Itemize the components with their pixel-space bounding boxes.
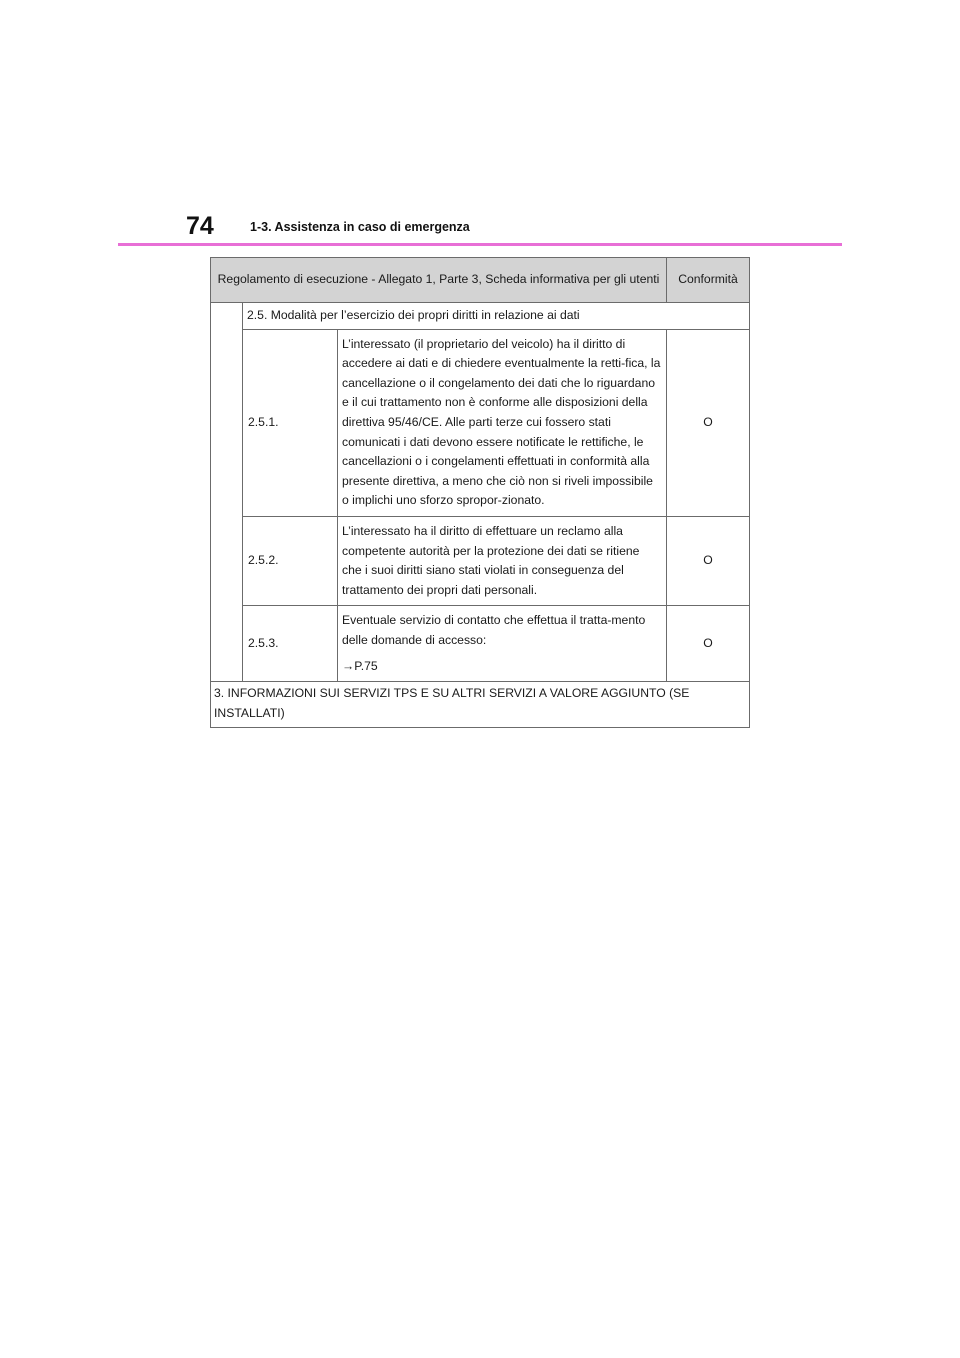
section-title: 1-3. Assistenza in caso di emergenza [250, 220, 470, 234]
table-header-row [211, 258, 750, 303]
table-section-row [211, 682, 750, 728]
table-row [211, 329, 750, 516]
row-description: L’interessato (il proprietario del veicolo) ha il diritto di accedere ai dati e di chiedere eventualmente la retti-fica, la cancellazione o il congelamento dei dati che lo riguardano e il cui trattamento non è conforme alle disposizioni della direttiva 95/46/CE. Alle parti terze cui fossero stati comunicati i dati devono essere notificate le rettifiche, le cancellazioni o i congelamenti effettuati in conformità alla presente direttiva, a meno che ciò non si riveli impossibile o implichi uno sforzo spropor-zionato. [338, 329, 667, 516]
page-reference-link[interactable]: →P.75 [342, 658, 378, 673]
indent-cell [211, 303, 243, 682]
row-conformity: O [667, 606, 750, 682]
section-3-heading: 3. INFORMAZIONI SUI SERVIZI TPS E SU ALTRI SERVIZI A VALORE AGGIUNTO (SE INSTALLATI) [211, 682, 750, 728]
row-description: L’interessato ha il diritto di effettuare un reclamo alla competente autorità per la protezione dei dati se ritiene che i suoi diritti siano stati violati in conseguenza del trattamento dei propri dati personali. [338, 516, 667, 605]
data-rights-table [210, 257, 750, 728]
table-subheading-row [211, 303, 750, 330]
table-row [211, 516, 750, 605]
subheading-rights: 2.5. Modalità per l’esercizio dei propri diritti in relazione ai dati [243, 303, 750, 330]
table-row [211, 606, 750, 682]
header-divider [118, 243, 842, 246]
row-description-text: Eventuale servizio di contatto che effettua il tratta-mento delle domande di accesso: [342, 613, 646, 647]
column-header-regulation: Regolamento di esecuzione - Allegato 1, Parte 3, Scheda informativa per gli utenti [211, 258, 667, 303]
row-conformity: O [667, 329, 750, 516]
row-conformity: O [667, 516, 750, 605]
row-number: 2.5.1. [243, 329, 338, 516]
page-number: 74 [186, 212, 214, 240]
column-header-conformity: Conformità [667, 258, 750, 303]
row-number: 2.5.3. [243, 606, 338, 682]
row-number: 2.5.2. [243, 516, 338, 605]
row-description [338, 606, 667, 682]
